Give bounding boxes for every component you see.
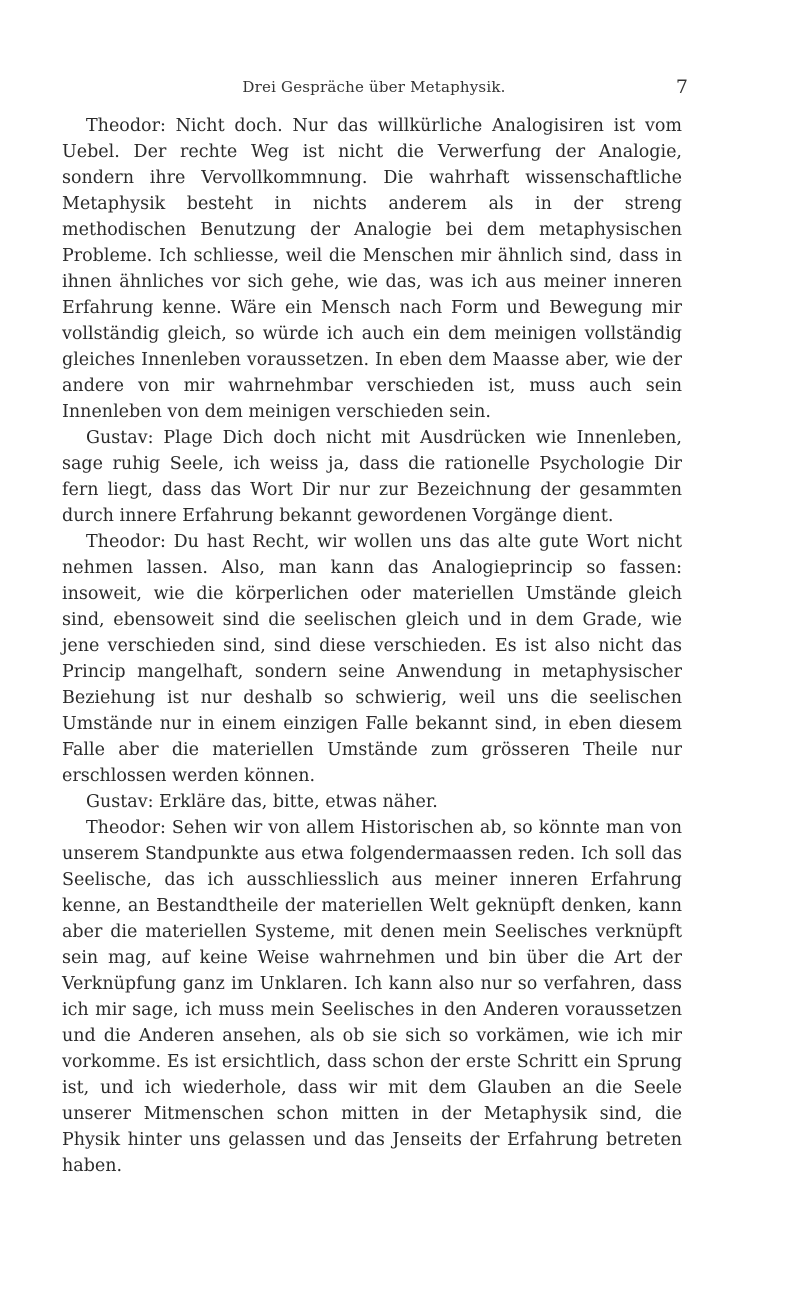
paragraph-theodor-3: Theodor: Sehen wir von allem Historischen ab, so könnte man von unserem Standpunkte aus etwa folgendermaassen reden. Ich soll das Seelische, das ich ausschliesslich aus meiner inneren Erfahrung kenne, an Bestandtheile der materiellen Welt geknüpft denken, kann aber die materiellen Systeme, mit denen mein Seelisches verknüpft sein mag, auf keine Weise wahrnehmen und bin über die Art der Verknüpfung ganz im Unklaren. Ich kann also nur so verfahren, dass ich mir sage, ich muss mein Seelisches in den Anderen voraussetzen und die Anderen ansehen, als ob sie sich so vorkämen, wie ich mir vorkomme. Es ist ersichtlich, dass schon der erste Schritt ein Sprung ist, und ich wiederhole, dass wir mit dem Glauben an die Seele unserer Mitmenschen schon mitten in der Metaphysik sind, die Physik hinter uns gelassen und das Jenseits der Erfahrung betreten haben. [62, 818, 682, 1176]
paragraph-theodor-2: Theodor: Du hast Recht, wir wollen uns das alte gute Wort nicht nehmen lassen. Also, man kann das Analogieprincip so fassen: insoweit, wie die körperlichen oder materiellen Umstände gleich sind, ebensoweit sind die seelischen gleich und in dem Grade, wie jene verschieden sind, sind diese verschieden. Es ist also nicht das Princip mangelhaft, sondern seine Anwendung in metaphysischer Beziehung ist nur deshalb so schwierig, weil uns die seelischen Umstände nur in einem einzigen Falle bekannt sind, in eben diesem Falle aber die materiellen Umstände zum grösseren Theile nur erschlossen werden können. [62, 532, 682, 786]
body-text [62, 113, 682, 1179]
paragraph-gustav-1: Gustav: Plage Dich doch nicht mit Ausdrücken wie Innenleben, sage ruhig Seele, ich weiss ja, dass die rationelle Psychologie Dir fern liegt, dass das Wort Dir nur zur Bezeichnung der gesammten durch innere Erfahrung bekannt gewordenen Vorgänge dient. [62, 428, 682, 526]
paragraph-gustav-2: Gustav: Erkläre das, bitte, etwas näher. [86, 792, 438, 812]
page-number: 7 [675, 76, 688, 98]
running-head [60, 76, 688, 98]
paragraph-theodor-1: Theodor: Nicht doch. Nur das willkürliche Analogisiren ist vom Uebel. Der rechte Weg ist nicht die Verwerfung der Analogie, sondern ihre Vervollkommnung. Die wahrhaft wissenschaftliche Metaphysik besteht in nichts anderem als in der streng methodischen Benutzung der Analogie bei dem metaphysischen Probleme. Ich schliesse, weil die Menschen mir ähnlich sind, dass in ihnen ähnliches vor sich gehe, wie das, was ich aus meiner inneren Erfahrung kenne. Wäre ein Mensch nach Form und Bewegung mir vollständig gleich, so würde ich auch ein dem meinigen vollständig gleiches Innenleben voraussetzen. In eben dem Maasse aber, wie der andere von mir wahrnehmbar verschieden ist, muss auch sein Innenleben von dem meinigen verschieden sein. [62, 116, 682, 422]
running-title: Drei Gespräche über Metaphysik. [242, 78, 506, 96]
